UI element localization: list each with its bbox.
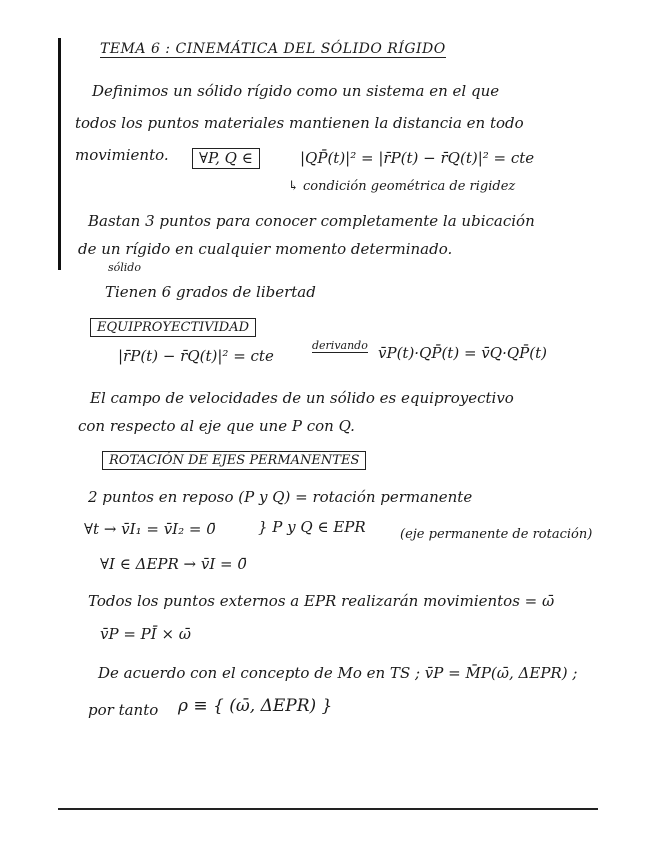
three-points-line-2: de un rígido en cualquier momento determinado.: [78, 240, 453, 258]
epr-note: (eje permanente de rotación): [400, 527, 593, 542]
epr-brace: } P y Q ∈ EPR: [258, 518, 366, 536]
equiproyectivo-line-1: El campo de velocidades de un sólido es equiproyectivo: [90, 389, 514, 407]
rotacion-line-1: 2 puntos en reposo (P y Q) = rotación permanente: [88, 488, 473, 506]
intro-line-2: todos los puntos materiales mantienen la distancia en todo: [75, 114, 524, 132]
equiproyectividad-equation-right: v̄P(t)·QP̄(t) = v̄Q·QP̄(t): [378, 344, 547, 362]
rotacion-line-6: De acuerdo con el concepto de Mo en TS ; v̄P = M̄P(ω̄, ΔEPR) ;: [98, 664, 578, 682]
rotacion-line-5: v̄P = PĪ × ω̄: [100, 625, 192, 643]
degrees-of-freedom: Tienen 6 grados de libertad: [105, 283, 316, 301]
equiproyectivo-line-2: con respecto al eje que une P con Q.: [78, 417, 355, 435]
rigidity-equation: |QP̄(t)|² = |r̄P(t) − r̄Q(t)|² = cte: [300, 149, 535, 167]
rotacion-line-3: ∀I ∈ ΔEPR → v̄I = 0̄: [100, 555, 247, 573]
equiproyectividad-equation-left: |r̄P(t) − r̄Q(t)|² = cte: [118, 347, 274, 365]
insertion-note: sólido: [108, 261, 141, 274]
rigidity-condition: ↳ condición geométrica de rigidez: [288, 179, 516, 194]
page-title: TEMA 6 : CINEMÁTICA DEL SÓLIDO RÍGIDO: [100, 41, 446, 57]
bottom-rule: [58, 808, 598, 810]
screw-formula: ρ ≡ { (ω̄, ΔEPR) }: [178, 696, 333, 716]
rotacion-line-2: ∀t → v̄I₁ = v̄I₂ = 0̄: [84, 520, 216, 538]
margin-line: [58, 38, 61, 270]
rotacion-line-4: Todos los puntos externos a EPR realizarán movimientos = ω̄: [88, 592, 555, 610]
intro-line-3: movimiento.: [75, 146, 169, 164]
equiproyectividad-heading: EQUIPROYECTIVIDAD: [90, 318, 256, 337]
por-tanto: por tanto: [88, 701, 159, 719]
rotacion-heading: ROTACIÓN DE EJES PERMANENTES: [102, 451, 366, 470]
derivando-arrow-label: derivando: [312, 339, 368, 352]
quantifier-box: ∀P, Q ∈: [192, 148, 260, 169]
three-points-line-1: Bastan 3 puntos para conocer completamente la ubicación: [88, 212, 535, 230]
intro-line-1: Definimos un sólido rígido como un sistema en el que: [92, 82, 500, 100]
